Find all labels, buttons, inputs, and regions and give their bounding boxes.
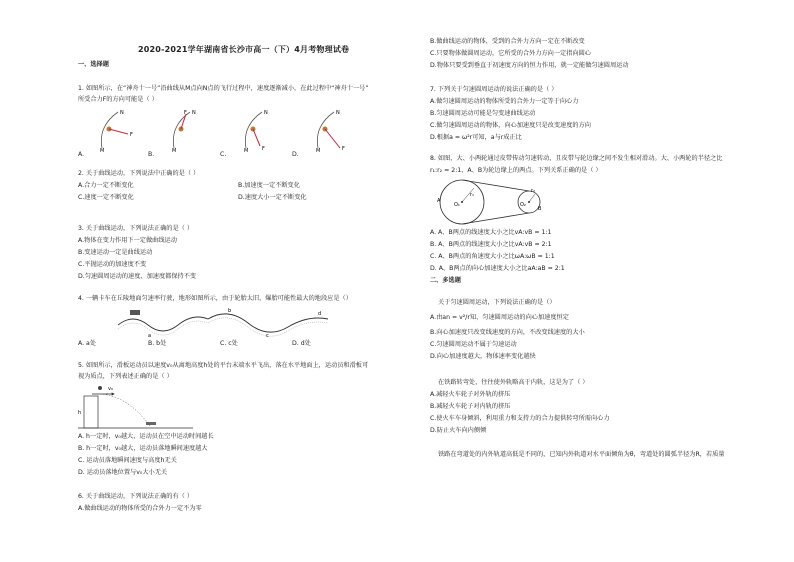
q1-figure-b xyxy=(172,110,196,154)
q1-figure-d xyxy=(316,110,345,154)
q10-option-d: D.防止火车向内侧倾 xyxy=(430,427,487,434)
q1-figures xyxy=(78,108,358,154)
q5-option-a: A. h一定时，v₀越大，运动员在空中运动时间越长 xyxy=(78,433,214,440)
q10-option-a: A.减轻火车轮子对外轨的挤压 xyxy=(430,391,511,398)
q6-stem: 6. 关于曲线运动，下列说法正确的有（ ） xyxy=(78,493,194,500)
q7-option-d: D.根据a = ω²r可知，a与r成正比 xyxy=(430,134,522,141)
q1a-label-n: N xyxy=(120,110,124,116)
q8-label-a: A xyxy=(437,198,441,204)
q1a-label-f: F xyxy=(130,132,133,138)
q2-option-c: C.速度一定不断变化 xyxy=(78,194,134,201)
q1c-label-n: N xyxy=(264,110,268,116)
q9-option-a: A.由an = v²/r知，匀速圆周运动的向心加速度恒定 xyxy=(430,314,569,321)
q1c-label-f: F xyxy=(262,146,265,152)
section-heading-choice: 一、选择题 xyxy=(78,61,109,68)
q9-stem: 关于匀速圆周运动，下列说法正确的是（） xyxy=(438,299,556,306)
q8-option-d: D. A、B两点的向心加速度大小之比aA:aB = 2:1 xyxy=(430,265,565,272)
q1-line1: 1. 如图所示，在“神舟十一号”沿曲线从M点向N点的飞行过程中，速度逐渐减小，在此过程中“神舟十一号” xyxy=(78,85,369,92)
q4-label-b: b xyxy=(228,308,232,314)
q10-stem: 在铁路转弯处，往往使外轨略高于内轨，这是为了（ ） xyxy=(438,379,589,386)
q1c-label-m: M xyxy=(244,148,249,154)
q1-option-a: A. xyxy=(78,151,85,158)
q6-option-a: A.做曲线运动的物体所受的合外力一定不为零 xyxy=(78,505,202,512)
q1-figure-a xyxy=(100,110,133,154)
q8-option-b: B. A、B两点的线速度大小之比vA:vB = 2:1 xyxy=(430,241,552,248)
q1a-label-m: M xyxy=(100,148,105,154)
q1-option-d: D. xyxy=(292,151,299,158)
section-heading-multi: 二、多选题 xyxy=(430,277,461,284)
q7-option-c: C.做匀速圆周运动的物体，向心加速度只是改变速度的方向 xyxy=(430,122,591,129)
q5-option-b: B. h一定时，v₀越大，运动员落地瞬间速度越大 xyxy=(78,445,208,452)
q3-option-c: C.平抛运动的加速度不变 xyxy=(78,261,147,268)
page-title: 2020-2021学年湖南省长沙市高一（下）4月考物理试卷 xyxy=(138,45,350,54)
q2-stem: 2. 关于曲线运动，下列说法中正确的是（ ） xyxy=(78,170,200,177)
q4-stem: 4. 一辆卡车在丘陵地面匀速率行驶，地形如图所示，由于轮胎太旧，爆胎可能性最大的地段应是（） xyxy=(78,295,352,302)
q5-line1: 5. 如图所示，滑板运动员以速度v₀从离地高度h处的平台末端水平飞出，落在水平地面上，运动员和滑板可 xyxy=(78,362,369,369)
q5-skateboard-figure xyxy=(78,382,198,432)
q1d-label-n: N xyxy=(336,110,340,116)
q5-label-h: h xyxy=(78,410,82,416)
q6-option-c: C.只要物体做圆周运动，它所受的合外力方向一定指向圆心 xyxy=(430,50,591,57)
q8-label-r2: r₂ xyxy=(531,188,536,194)
q4-terrain-figure xyxy=(118,305,338,339)
q1d-label-m: M xyxy=(316,148,321,154)
q4-option-c: C. c处 xyxy=(220,340,238,347)
q3-option-b: B.变速运动一定是曲线运动 xyxy=(78,249,153,256)
q8-label-b: B xyxy=(538,206,542,212)
q1b-label-m: M xyxy=(172,148,177,154)
q4-option-a: A. a处 xyxy=(78,340,97,347)
q9-option-b: B.向心加速度只改变线速度的方向，不改变线速度的大小 xyxy=(430,329,585,336)
q8-belt-pulley-figure xyxy=(434,178,564,226)
q8-label-o2: O₂ xyxy=(520,202,526,208)
q4-label-c: c xyxy=(266,333,269,339)
q1-option-c: C. xyxy=(220,151,227,158)
q3-stem: 3. 关于曲线运动，下列说法正确的是（ ） xyxy=(78,225,194,232)
q6-option-d: D.物体只要受到垂直于初速度方向的恒力作用，就一定能做匀速圆周运动 xyxy=(430,62,629,69)
q2-option-a: A.合力一定不断变化 xyxy=(78,182,134,189)
q4-label-d: d xyxy=(318,311,322,317)
q7-stem: 7. 下列关于匀速圆周运动的说法正确的是（ ） xyxy=(430,86,558,93)
q7-option-a: A.做匀速圆周运动的物体所受的合外力一定等于向心力 xyxy=(430,98,579,105)
q1-figure-c xyxy=(244,110,268,154)
q5-option-d: D. 运动员落地位置与v₀大小无关 xyxy=(78,469,168,476)
q4-label-a: a xyxy=(148,333,152,339)
q2-option-b: B.加速度一定不断变化 xyxy=(238,182,300,189)
q8-line1: 8. 如图，大、小两轮通过皮带传动匀速转动，且皮带与轮边缘之间不发生相对滑动。大、小两轮的半径之比 xyxy=(430,155,723,162)
q1b-label-f: F xyxy=(184,110,187,116)
q8-label-r1: r₁ xyxy=(470,192,475,198)
q7-option-b: B.匀速圆周运动可能是匀变速曲线运动 xyxy=(430,110,536,117)
q3-option-d: D.匀速圆周运动的速度、加速度都保持不变 xyxy=(78,273,197,280)
q1-line2: 所受合力F的方向可能是（ ） xyxy=(78,96,158,103)
q10-option-b: B.减轻火车轮子对内轨的挤压 xyxy=(430,403,511,410)
q8-line2: r₁:r₂ = 2:1，A、B为轮边缘上的两点。下列关系正确的是（ ） xyxy=(430,167,602,174)
q1d-label-f: F xyxy=(342,146,345,152)
q11-line1: 铁路在弯道处的内外轨道高低是不同的，已知内外轨道对水平面倾角为θ，弯道处的圆弧半径为R，若质量 xyxy=(438,451,725,458)
q1-option-b: B. xyxy=(148,151,155,158)
q5-line2: 视为质点，下列表述正确的是（ ） xyxy=(78,373,173,380)
q4-option-b: B. b处 xyxy=(148,340,167,347)
q5-label-v0: v₀ xyxy=(108,386,113,392)
q1b-label-n: N xyxy=(192,110,196,116)
q8-option-c: C. A、B两点的角速度大小之比ωA:ωB = 1:1 xyxy=(430,253,555,260)
q3-option-a: A.物体在变力作用下一定做曲线运动 xyxy=(78,237,177,244)
q5-option-c: C. 运动员落地瞬间速度与高度h无关 xyxy=(78,457,177,464)
exam-page xyxy=(28,18,766,548)
q2-option-d: D.速度大小一定不断变化 xyxy=(238,194,307,201)
q10-option-c: C.使火车车身倾斜，利用重力和支持力的合力提供转弯所需向心力 xyxy=(430,415,610,422)
q8-option-a: A. A、B两点的线速度大小之比vA:vB = 1:1 xyxy=(430,229,552,236)
q9-option-c: C.匀速圆周运动不属于匀速运动 xyxy=(430,341,517,348)
q6-option-b: B.做曲线运动的物体，受到的合外力方向一定在不断改变 xyxy=(430,38,585,45)
q4-option-d: D. d处 xyxy=(292,340,311,347)
q9-option-d: D.向心加速度越大，物体速率变化越快 xyxy=(430,353,536,360)
q8-label-o1: O₁ xyxy=(454,202,460,208)
